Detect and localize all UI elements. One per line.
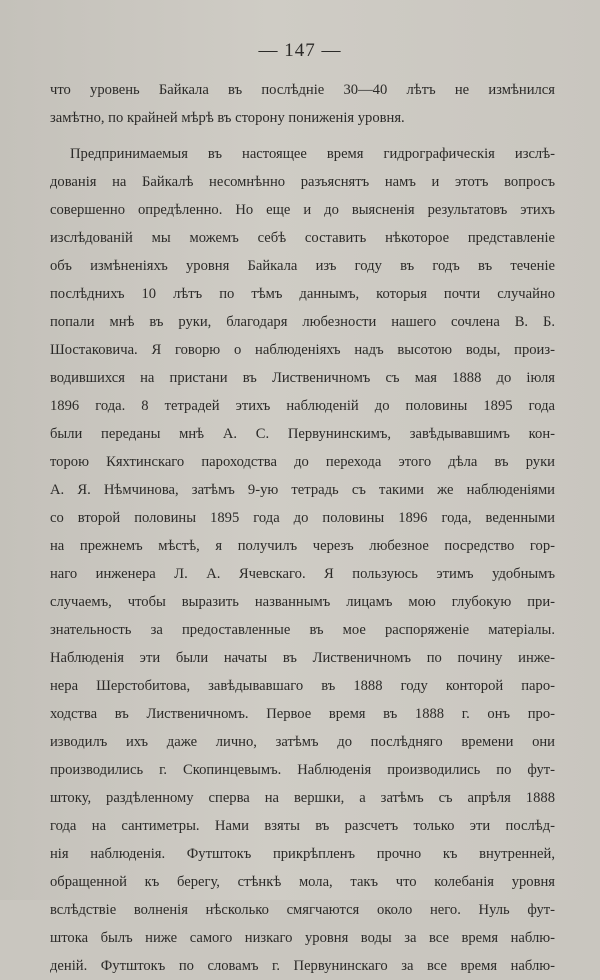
text-line: деній. Футштокъ по словамъ г. Первунинскаго за все время наблю- [50,958,555,974]
text-line: нера Шерстобитова, завѣдывавшаго въ 1888 году конторой паро- [50,678,555,694]
text-line: 1896 года. 8 тетрадей этихъ наблюденій до половины 1895 года [50,398,555,414]
text-line: были переданы мнѣ А. С. Первунинскимъ, завѣдывавшимъ кон- [50,426,555,442]
text-line: вслѣдствіе волненія нѣсколько смягчаются около него. Нуль фут- [50,902,555,918]
text-line: производились г. Скопинцевымъ. Наблюденія производились по фут- [50,762,555,778]
page-number: — 147 — [258,40,342,61]
text-line: послѣднихъ 10 лѣтъ по тѣмъ даннымъ, которыя почти случайно [50,286,555,302]
text-line: дованія на Байкалѣ несомнѣнно разъяснятъ намъ и этотъ вопросъ [50,174,555,190]
text-line: торою Кяхтинскаго пароходства до перехода этого дѣла въ руки [50,454,555,470]
text-line: что уровень Байкала въ послѣдніе 30—40 лѣтъ не измѣнился [50,82,555,98]
text-line: изводилъ ихъ даже лично, затѣмъ до послѣдняго времени они [50,734,555,750]
body-text [50,76,555,980]
text-line: со второй половины 1895 года до половины 1896 года, веденными [50,510,555,526]
text-line: нія наблюденія. Футштокъ прикрѣпленъ прочно къ внутренней, [50,846,555,862]
text-line: Наблюденія эти были начаты въ Лиственичномъ по почину инже- [50,650,555,666]
text-line: объ измѣненіяхъ уровня Байкала изъ году въ годъ въ теченіе [50,258,555,274]
text-line: штока былъ ниже самого низкаго уровня воды за все время наблю- [50,930,555,946]
text-line: попали мнѣ въ руки, благодаря любезности нашего сочлена В. Б. [50,314,555,330]
text-line: наго инженера Л. А. Ячевскаго. Я пользуюсь этимъ удобнымъ [50,566,555,582]
text-line: знательность за предоставленные въ мое распоряженіе матеріалы. [50,622,555,638]
text-line: обращенной къ берегу, стѣнкѣ мола, такъ что колебанія уровня [50,874,555,890]
text-line: года на сантиметры. Нами взяты въ разсчетъ только эти послѣд- [50,818,555,834]
text-line: на прежнемъ мѣстѣ, я получилъ черезъ любезное посредство гор- [50,538,555,554]
text-line: ходства въ Лиственичномъ. Первое время въ 1888 г. онъ про- [50,706,555,722]
paragraph [50,76,555,132]
text-line: Шостаковича. Я говорю о наблюденіяхъ надъ высотою воды, произ- [50,342,555,358]
paragraph [50,140,555,980]
text-line: Предпринимаемыя въ настоящее время гидрографическія изслѣ- [70,146,555,162]
text-line: изслѣдованій мы можемъ себѣ составить нѣкоторое представленіе [50,230,555,246]
text-line: случаемъ, чтобы выразить названнымъ лицамъ мою глубокую при- [50,594,555,610]
text-line: водившихся на пристани въ Лиственичномъ съ мая 1888 до іюля [50,370,555,386]
text-line: штоку, раздѣленному сперва на вершки, а затѣмъ съ апрѣля 1888 [50,790,555,806]
text-line: совершенно опредѣленно. Но еще и до выясненія результатовъ этихъ [50,202,555,218]
text-line: А. Я. Нѣмчинова, затѣмъ 9-ую тетрадь съ такими же наблюденіями [50,482,555,498]
text-line: замѣтно, по крайней мѣрѣ въ сторону пониженія уровня. [50,110,405,126]
